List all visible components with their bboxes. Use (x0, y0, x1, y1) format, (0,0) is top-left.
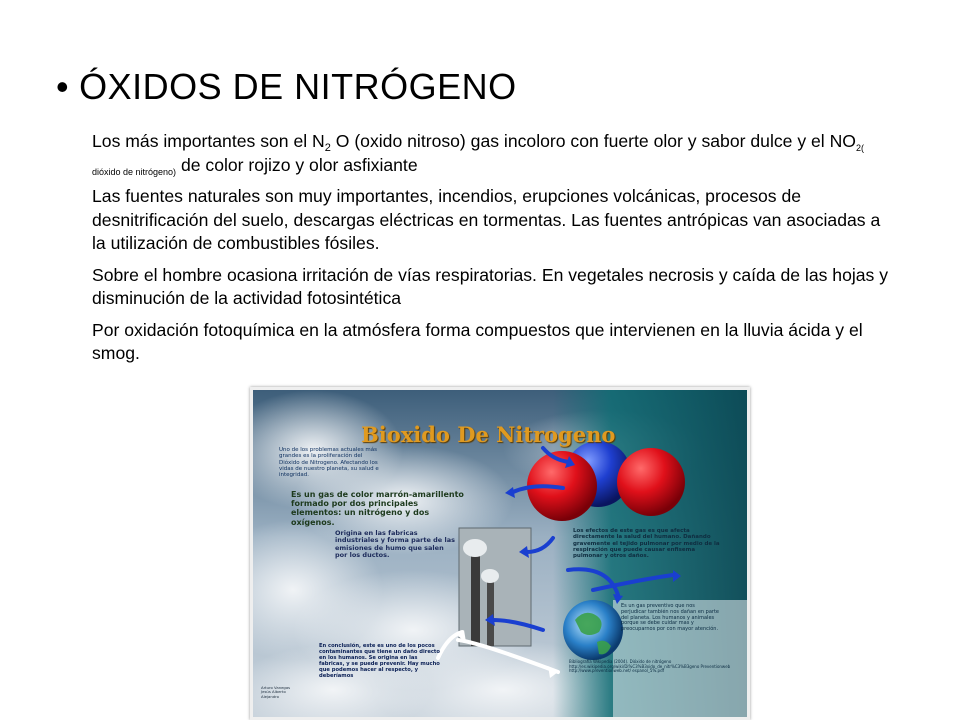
title-bullet: • (56, 66, 70, 107)
paragraph-effects: Sobre el hombre ocasiona irritación de vías respiratorias. En vegetales necrosis y caída de las hojas y disminución de la actividad fotosintética (92, 264, 889, 308)
title-text: ÓXIDOS DE NITRÓGENO (79, 66, 517, 107)
paragraph-oxidation: Por oxidación fotoquímica en la atmósfera forma compuestos que intervienen en la lluvia ácida y el smog. (92, 319, 863, 363)
poster-title: Bioxido De Nitrogeno (361, 422, 616, 447)
poster-bibliography-text: Bibliografía Wikipedia (2004). Dióxido de nitrógeno http://es.wikipedia.org/wiki/Di%C3%B3xido_de_nitr%C3%B3geno Preventionweb http://www.preventionweb.net/ espanol_5%.pdf (569, 659, 731, 674)
poster-composition-text: Es un gas de color marrón-amarillento formado por dos principales elementos: un nitrógeno y dos oxígenos. (291, 490, 464, 527)
slide-title (56, 66, 517, 108)
poster-prevention-text: Es un gas preventivo que nos perjudicar también nos dañan en parte del planeta. Los humanos y animales porque se debe cuidar mas y preocuparnos por con mayor atención. (621, 603, 719, 632)
paragraph-compounds (92, 130, 892, 177)
poster-intro-text: Uno de los problemas actuales más grandes es la proliferación del Dióxido de Nitrogeno. Afectando los vidas de nuestro planeta, su salud e integridad. (279, 447, 379, 479)
poster-origin-text: Origina en las fabricas industriales y forma parte de las emisiones de humo que salen por los ductos. (335, 529, 455, 560)
paragraph-sources: Las fuentes naturales son muy importantes, incendios, erupciones volcánicas, procesos de desnitrificación del suelo, descargas eléctricas en tormentas. Las fuentes antrópicas van asociadas a la utilización de combustibles fósiles. (92, 186, 881, 253)
p1-text-a: Los más importantes son el N (92, 131, 325, 151)
poster-effects-text: Los efectos de este gas es que afecta directamente la salud del humano. Dañando gravemente el tejido pulmonar por medio de la respiración que puede causar enfisema pulmonar y otros daños. (573, 528, 720, 560)
slide-body (92, 130, 892, 374)
p1-subscript-2: 2( dióxido de nitrógeno) (92, 143, 864, 177)
poster-conclusion-text: En conclusión, este es uno de los pocos contaminantes que tiene un daño directo en los humanos. Se origina en las fabricas, y se puede prevenir. Hay mucho que podemos hacer al respecto, y deberíamos (319, 643, 440, 679)
p1-text-c: de color rojizo y olor asfixiante (176, 154, 418, 175)
poster-image (250, 387, 750, 720)
p1-text-b: O (oxido nitroso) gas incoloro con fuerte olor y sabor dulce y el NO (330, 131, 856, 151)
poster-credits-text: Arturo Vanegas Jesús Alberto Alejandro (261, 685, 291, 699)
p1-subscript-1: 2 (324, 142, 331, 154)
